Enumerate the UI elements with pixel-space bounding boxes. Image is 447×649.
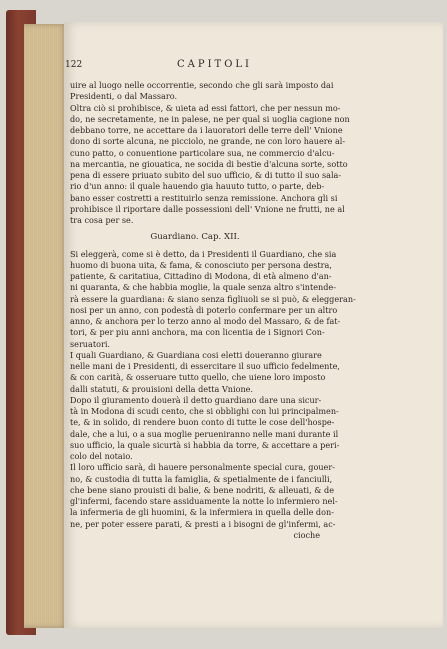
paragraph-p6: [70, 462, 338, 530]
text-line: Dopo il giuramento douerà il detto guardiano dare una sicur-: [70, 394, 322, 405]
text-line: Il loro ufficio sarà, di hauere personalmente special cura, gouer-: [70, 462, 335, 473]
page-edges: [24, 24, 68, 628]
text-line: tra cosa per se.: [70, 215, 134, 225]
text-line: Presidenti, o dal Massaro.: [70, 91, 178, 102]
text-line: no, & custodia di tutta la famiglia, & spetialmente de i fanciulli,: [70, 473, 333, 484]
text-line: debbano torre, ne accettare da i lauoratori delle terre dell' Vnione: [70, 125, 343, 135]
text-line: ni quaranta, & che habbia moglie, la quale senza altro s'intende-: [70, 282, 336, 293]
text-line: uire al luogo nelle occorrentie, secondo che gli sarà imposto dai: [70, 80, 334, 90]
text-line: che bene siano prouisti di balie, & bene nodriti, & alleuati, & de: [70, 484, 335, 495]
page-header: [65, 60, 355, 74]
paragraph-p2: [70, 102, 350, 227]
catchword: cioche: [293, 529, 320, 540]
text-line: anno, & anchora per lo terzo anno al modo del Massaro, & de fat-: [70, 316, 341, 326]
paragraph-p1: [70, 80, 334, 103]
text-line: seruatori.: [70, 338, 111, 349]
page-number: 122: [65, 60, 83, 70]
text-line: Si eleggerà, come si è detto, da i Presidenti il Guardiano, che sia: [70, 248, 337, 259]
text-line: Oltra ciò si prohibisce, & uieta ad essi fattori, che per nessun mo-: [70, 102, 341, 113]
text-line: colo del notaio.: [70, 451, 133, 461]
paragraph-p5: [70, 394, 340, 463]
text-line: dalli statuti, & prouisioni della detta Vnione.: [70, 383, 254, 394]
text-line: prohibisce il riportare dalle possessioni dell' Vnione ne frutti, ne al: [70, 203, 345, 214]
text-line: te, & in solido, di rendere buon conto di tutte le cose dell'hospe-: [70, 417, 335, 428]
text-line: dono di sorte alcuna, ne picciolo, ne grande, ne con loro hauere al-: [70, 136, 346, 147]
text-line: rio d'un anno: il quale hauendo gia hauuto tutto, o parte, deb-: [70, 181, 325, 192]
text-line: bano esser costretti a restituirlo senza remissione. Anchora gli si: [70, 192, 338, 203]
text-line: tori, & per piu anni anchora, ma con licentia de i Signori Con-: [70, 327, 325, 338]
chapter-heading: Guardiano. Cap. XII.: [150, 232, 240, 243]
text-line: cuno patto, o conuentione particolare sua, ne commercio d'alcu-: [70, 147, 335, 158]
text-line: pena di essere priuato subito del suo ufficio, & di tutto il suo sala-: [70, 170, 342, 180]
text-line: gl'infermi, facendo stare assiduamente la notte lo infermiero nel-: [70, 496, 338, 506]
text-line: nelle mani de i Presidenti, di essercitare il suo ufficio fedelmente,: [70, 361, 340, 371]
text-line: nosi per un anno, con podestà di poterlo confermare per un altro: [70, 304, 338, 315]
text-line: patiente, & caritatiua, Cittadino di Modona, di età almeno d'an-: [70, 271, 332, 281]
text-line: na mercantia, ne giouatica, ne socida di bestie d'alcuna sorte, sotto: [70, 158, 348, 169]
text-line: I quali Guardiano, & Guardiana cosi eletti doueranno giurare: [70, 349, 322, 360]
text-line: rà essere la guardiana: & siano senza figliuoli se si può, & eleggeran-: [70, 293, 356, 304]
text-line: & con carità, & osseruare tutto quello, che uiene loro imposto: [70, 372, 326, 383]
text-line: do, ne secretamente, ne in palese, ne per qual si uoglia cagione non: [70, 113, 350, 124]
paragraph-p4: [70, 349, 340, 395]
text-line: dale, che a lui, o a sua moglie perueniranno nelle mani durante il: [70, 428, 339, 439]
text-line: la infermeria de gli huomini, & la infermiera in quella delle don-: [70, 507, 334, 518]
text-line: suo ufficio, la quale sicurtà si habbia da torre, & accettare a peri-: [70, 439, 340, 450]
running-title: CAPITOLI: [177, 59, 253, 70]
text-block: [70, 80, 356, 541]
text-line: ne, per poter essere parati, & presti a i bisogni de gl'infermi, ac-: [70, 518, 336, 529]
paragraph-p3: [70, 248, 356, 350]
text-line: huomo di buona uita, & fama, & conosciuto per persona destra,: [70, 259, 332, 270]
text-line: tà in Modona di scudi cento, che si obblighi con lui principalmen-: [70, 406, 339, 416]
